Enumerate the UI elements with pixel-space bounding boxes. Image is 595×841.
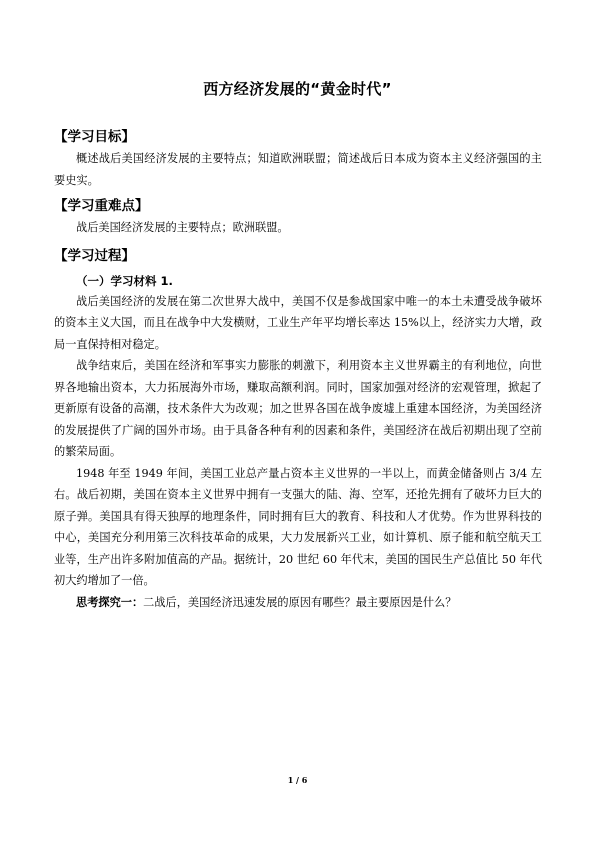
document-body [54,124,542,613]
think-text: 二战后，美国经济迅速发展的原因有哪些？最主要原因是什么？ [143,595,457,609]
objectives-heading: 【学习目标】 [54,129,135,145]
process-heading: 【学习过程】 [54,247,135,264]
key-points-heading: 【学习重难点】 [54,198,149,214]
think-question [54,592,542,614]
paragraph: 1948 年至 1949 年间，美国工业总产量占资本主义世界的一半以上，而黄金储备则占 3/4 左右。战后初期，美国在资本主义世界中拥有一支强大的陆、海、空军，还抢先拥有了破坏力巨大的原子弹。美国具有得天独厚的地理条件，同时拥有巨大的教育、科技和人才优势。作为世界科技的中心，美国充分利用第三次科技革命的成果，大力发展新兴工业，如计算机、原子能和航空航天工业等，生产出许多附加值高的产品。据统计，20 世纪 60 年代末，美国的国民生产总值比 50 年代初大约增加了一倍。 [54,466,542,587]
document-title: 西方经济发展的“黄金时代” [203,80,392,98]
key-points-text: 战后美国经济发展的主要特点；欧洲联盟。 [76,221,289,234]
page-number: 1 / 6 [287,775,308,785]
think-label: 思考探究一： [76,595,144,609]
paragraph: 战争结束后，美国在经济和军事实力膨胀的刺激下，利用资本主义世界霸主的有利地位，向世界各地输出资本，大力拓展海外市场，赚取高额利润。同时，国家加强对经济的宏观管理，掀起了更新原有设备的高潮，技术条件大为改观；加之世界各国在战争废墟上重建本国经济，为美国经济的发展提供了广阔的国外市场。由于具备各种有利的因素和条件，美国经济在战后初期出现了空前的繁荣局面。 [54,359,542,458]
material-title: （一）学习材料 1. [76,273,173,288]
paragraph: 战后美国经济的发展在第二次世界大战中，美国不仅是参战国家中唯一的本土未遭受战争破坏的资本主义大国，而且在战争中大发横财，工业生产年平均增长率达 15%以上，经济实力大增，政局一直保持相对稳定。 [54,294,542,351]
objectives-text: 概述战后美国经济发展的主要特点；知道欧洲联盟；简述战后日本成为资本主义经济强国的主要史实。 [54,152,542,187]
